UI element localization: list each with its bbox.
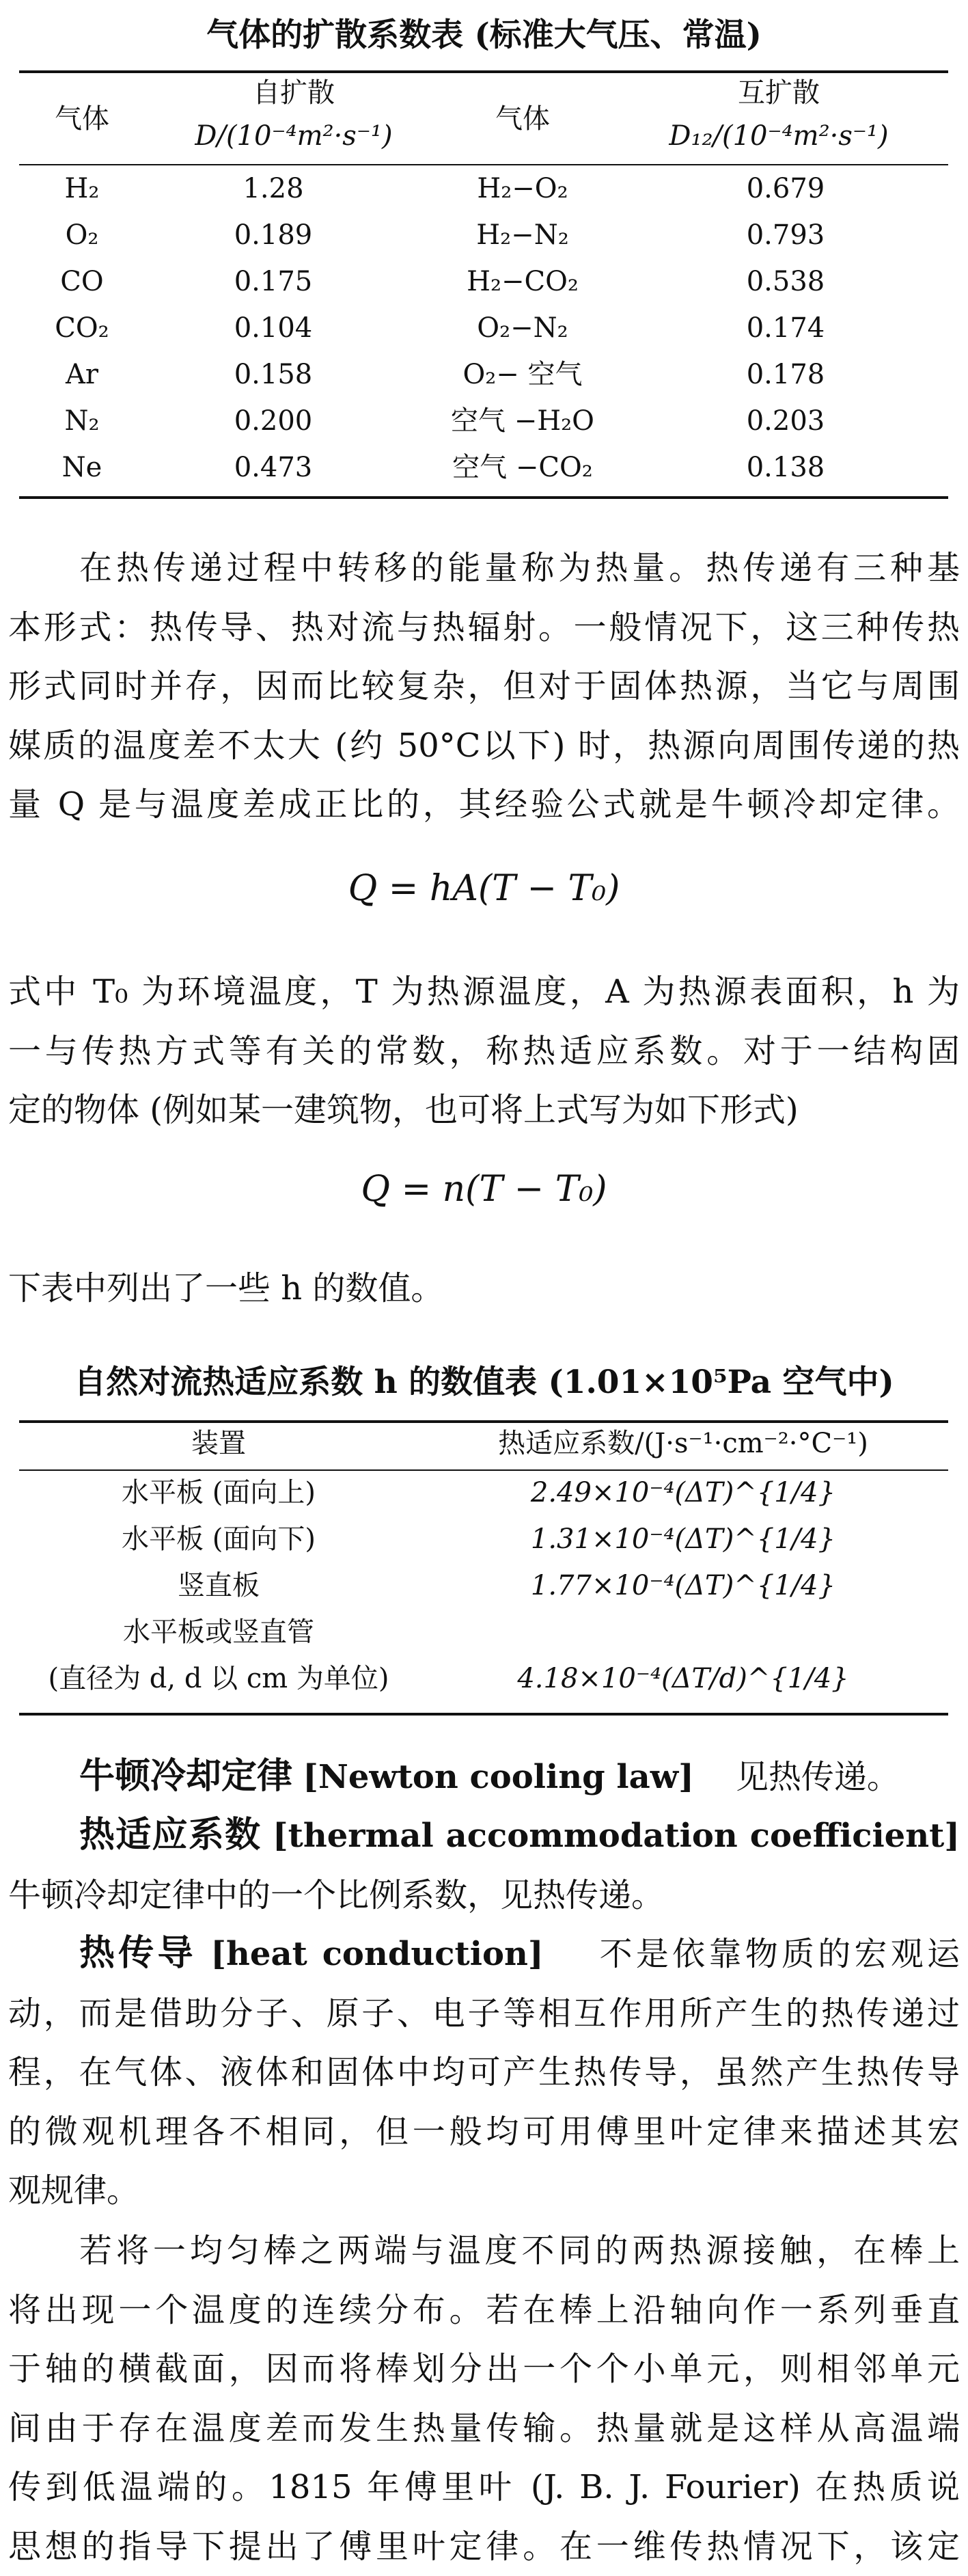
- text-line: 程，在气体、液体和固体中均可产生热传导，虽然产生热传导: [8, 2043, 960, 2102]
- table2-header-device: 装置: [89, 1427, 348, 1460]
- text-line: 一与传热方式等有关的常数，称热适应系数。对于一结构固: [8, 1022, 960, 1081]
- text-line: 下表中列出了一些 h 的数值。: [8, 1259, 960, 1318]
- table2-cell-device-line2: (直径为 d, d 以 cm 为单位): [27, 1662, 410, 1695]
- table1-cell-mutual: 0.538: [683, 265, 888, 298]
- table2-cell-value: 1.31×10⁻⁴(ΔT)^{1/4}: [437, 1523, 929, 1556]
- formula-newton-cooling: Q = hA(T − T₀): [0, 868, 968, 909]
- entry-newton-cooling-law: [8, 1747, 960, 1807]
- table1-cell-self: 0.158: [171, 358, 376, 391]
- text-line: 牛顿冷却定律中的一个比例系数，见热传递。: [8, 1866, 960, 1925]
- table2-cell-value: 4.18×10⁻⁴(ΔT/d)^{1/4}: [437, 1662, 929, 1695]
- table2-cell-device: 水平板 (面向上): [89, 1476, 348, 1509]
- table2-title: 自然对流热适应系数 h 的数值表 (1.01×10⁵Pa 空气中): [0, 1357, 968, 1402]
- table1-cell-gas: O₂: [27, 219, 137, 252]
- body-paragraph-1: [8, 539, 960, 835]
- text-line: 本形式：热传导、热对流与热辐射。一般情况下，这三种传热: [8, 598, 960, 657]
- entry-line: [8, 1924, 960, 1984]
- table2-cell-device-line1: 水平板或竖直管: [41, 1616, 396, 1649]
- entry-text: 见热传递。: [736, 1758, 900, 1796]
- table1-bottom-rule: [19, 496, 948, 499]
- body-paragraph-4: [8, 2221, 960, 2576]
- text-line: 的微观机理各不相同，但一般均可用傅里叶定律来描述其宏: [8, 2102, 960, 2162]
- table2-cell-device: 水平板 (面向下): [89, 1523, 348, 1556]
- text-line: 媒质的温度差不太大 (约 50°C以下) 时，热源向周围传递的热: [8, 716, 960, 776]
- table1-cell-pair: H₂−O₂: [437, 172, 608, 205]
- text-line: 在热传递过程中转移的能量称为热量。热传递有三种基: [8, 539, 960, 598]
- table1-cell-pair: 空气 −H₂O: [437, 405, 608, 437]
- table1-header-gas-right: 气体: [437, 103, 608, 135]
- table2-cell-value: 2.49×10⁻⁴(ΔT)^{1/4}: [437, 1476, 929, 1509]
- table1-cell-self: 0.175: [171, 265, 376, 298]
- table1-cell-self: 0.473: [171, 451, 376, 484]
- entry-heat-conduction: [8, 1924, 960, 2221]
- text-line: 传到低温端的。1815 年傅里叶 (J. B. J. Fourier) 在热质说: [8, 2458, 960, 2517]
- table1-cell-gas: Ne: [27, 451, 137, 484]
- table2-header-rule: [19, 1469, 948, 1471]
- table1-cell-self: 0.189: [171, 219, 376, 252]
- text-line: 观规律。: [8, 2161, 960, 2221]
- text-line: 量 Q 是与温度差成正比的，其经验公式就是牛顿冷却定律。: [8, 775, 960, 835]
- table1-cell-gas: CO₂: [27, 312, 137, 344]
- text-line: 式中 T₀ 为环境温度，T 为热源温度，A 为热源表面积，h 为: [8, 962, 960, 1022]
- entry-english-term: [heat conduction]: [210, 1935, 543, 1973]
- entry-english-term: [thermal accommodation coefficient]: [273, 1817, 960, 1855]
- table1-cell-pair: O₂− 空气: [437, 358, 608, 391]
- table1-cell-mutual: 0.203: [683, 405, 888, 437]
- body-paragraph-2: [8, 962, 960, 1140]
- text-line: 于轴的横截面，因而将棒划分出一个个小单元，则相邻单元: [8, 2340, 960, 2399]
- table2-header-coefficient: 热适应系数/(J·s⁻¹·cm⁻²·°C⁻¹): [437, 1427, 929, 1460]
- entry-term: 热传导: [79, 1932, 197, 1974]
- table1-cell-mutual: 0.174: [683, 312, 888, 344]
- table2-top-rule: [19, 1420, 948, 1423]
- table1-cell-self: 1.28: [171, 172, 376, 205]
- table1-header-mutual-diffusion: 互扩散: [615, 77, 943, 109]
- table1-cell-mutual: 0.178: [683, 358, 888, 391]
- table1-cell-pair: H₂−CO₂: [437, 265, 608, 298]
- table1-cell-mutual: 0.138: [683, 451, 888, 484]
- table2-cell-value: 1.77×10⁻⁴(ΔT)^{1/4}: [437, 1569, 929, 1602]
- table1-header-self-unit: D/(10⁻⁴m²·s⁻¹): [143, 120, 444, 152]
- table2-bottom-rule: [19, 1713, 948, 1716]
- text-line: 将出现一个温度的连续分布。若在棒上沿轴向作一系列垂直: [8, 2281, 960, 2340]
- entry-english-term: [Newton cooling law]: [303, 1758, 694, 1796]
- entry-term: 热适应系数: [79, 1814, 261, 1856]
- table1-cell-self: 0.104: [171, 312, 376, 344]
- table1-cell-gas: Ar: [27, 358, 137, 391]
- table1-cell-pair: H₂−N₂: [437, 219, 608, 252]
- entry-line: [8, 1747, 960, 1807]
- table2-cell-device: 竖直板: [89, 1569, 348, 1602]
- table1-cell-mutual: 0.793: [683, 219, 888, 252]
- text-line: 间由于存在温度差而发生热量传输。热量就是这样从高温端: [8, 2399, 960, 2458]
- table1-cell-pair: O₂−N₂: [437, 312, 608, 344]
- body-paragraph-3: [8, 1259, 960, 1318]
- text-line: 形式同时并存，因而比较复杂，但对于固体热源，当它与周围: [8, 657, 960, 716]
- table1-cell-self: 0.200: [171, 405, 376, 437]
- table1-cell-gas: H₂: [27, 172, 137, 205]
- text-line: 思想的指导下提出了傅里叶定律。在一维传热情况下，该定: [8, 2517, 960, 2576]
- text-line: 定的物体 (例如某一建筑物，也可将上式写为如下形式): [8, 1081, 960, 1140]
- table1-header-self-diffusion: 自扩散: [143, 77, 444, 109]
- entry-term: 牛顿冷却定律: [79, 1755, 292, 1797]
- table1-header-mutual-unit: D₁₂/(10⁻⁴m²·s⁻¹): [615, 120, 943, 152]
- table1-header-gas-left: 气体: [27, 103, 137, 135]
- entry-thermal-accommodation: [8, 1806, 960, 1925]
- table1-title: 气体的扩散系数表 (标准大气压、常温): [0, 10, 968, 55]
- formula-newton-cooling-alt: Q = n(T − T₀): [0, 1169, 968, 1210]
- table1-cell-gas: CO: [27, 265, 137, 298]
- text-line: 若将一均匀棒之两端与温度不同的两热源接触，在棒上: [8, 2221, 960, 2281]
- table1-top-rule: [19, 70, 948, 73]
- entry-line: [8, 1806, 960, 1866]
- text-line: 动，而是借助分子、原子、电子等相互作用所产生的热传递过: [8, 1984, 960, 2044]
- entry-text: 不是依靠物质的宏观运: [600, 1935, 960, 1973]
- table1-cell-mutual: 0.679: [683, 172, 888, 205]
- table1-header-rule: [19, 164, 948, 165]
- table1-cell-pair: 空气 −CO₂: [437, 451, 608, 484]
- table1-cell-gas: N₂: [27, 405, 137, 437]
